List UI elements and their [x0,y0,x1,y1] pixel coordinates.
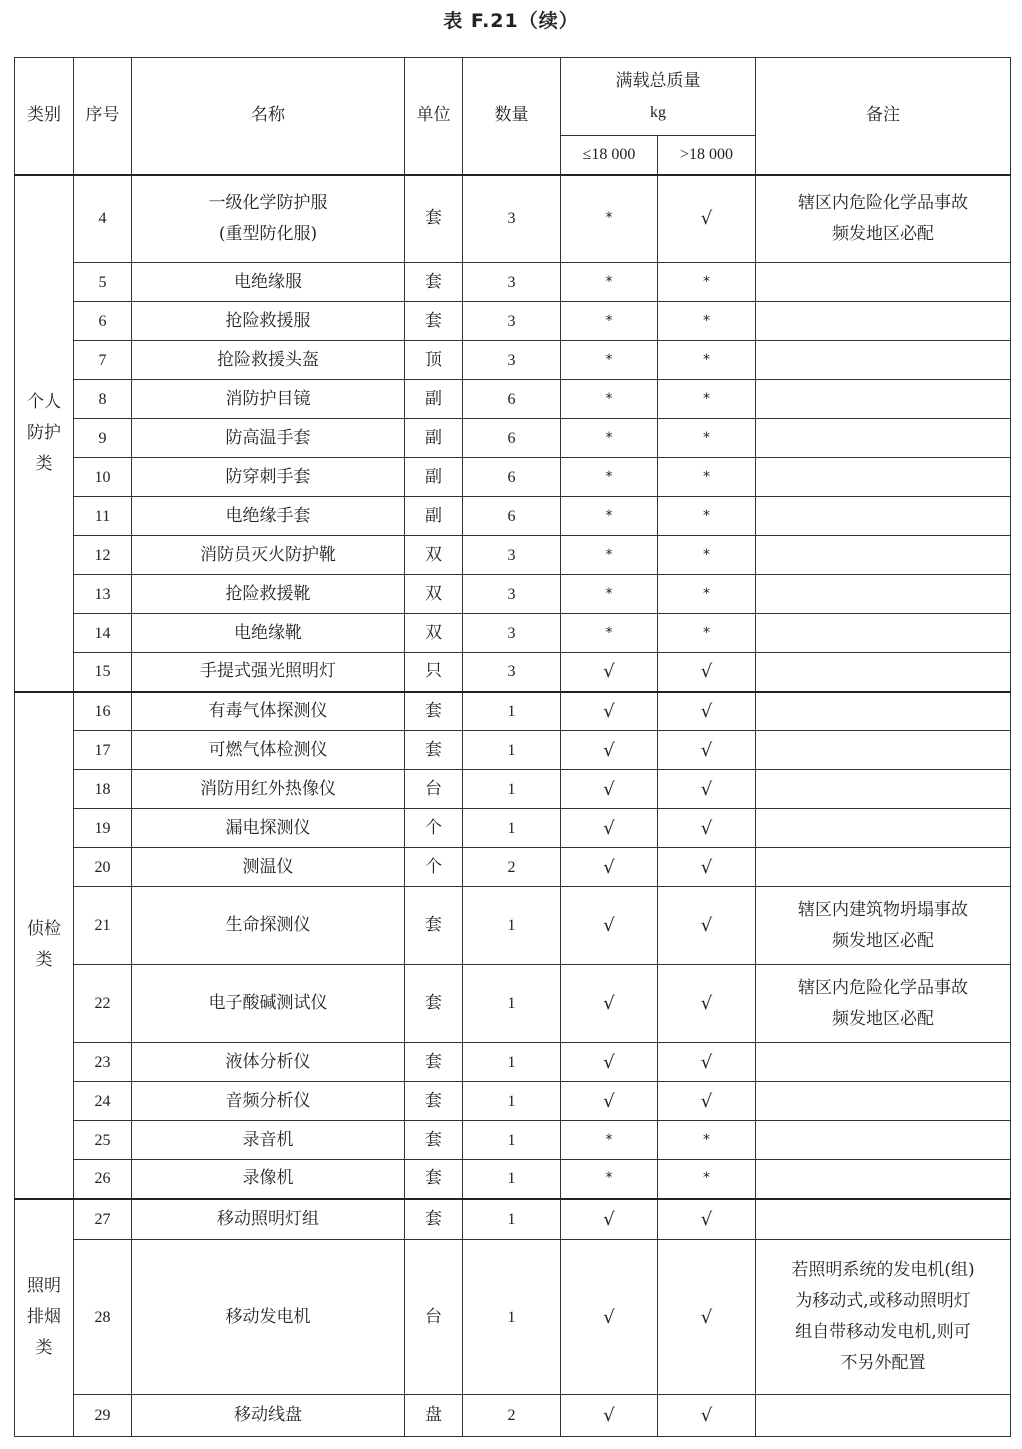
cell-name: 防穿刺手套 [132,458,405,497]
cell-remark [756,341,1011,380]
cell-qty: 3 [463,653,561,692]
cell-name: 有毒气体探测仪 [132,692,405,731]
cell-name: 抢险救援靴 [132,575,405,614]
cell-mass-gt: √ [658,965,756,1043]
header-mass-unit: kg [650,103,666,121]
cell-remark [756,419,1011,458]
table-row [15,575,1011,614]
cell-remark [756,731,1011,770]
cell-seq: 22 [74,965,132,1043]
cell-unit: 个 [405,809,463,848]
cell-mass-le: * [561,1121,658,1160]
cell-seq: 11 [74,497,132,536]
cell-seq: 4 [74,175,132,263]
cell-remark [756,575,1011,614]
header-name: 名称 [132,58,405,175]
cell-mass-le: * [561,614,658,653]
cell-mass-le: √ [561,770,658,809]
cell-unit: 双 [405,614,463,653]
cell-seq: 8 [74,380,132,419]
cell-seq: 9 [74,419,132,458]
cell-unit: 套 [405,1082,463,1121]
cell-remark [756,770,1011,809]
cell-mass-gt: * [658,263,756,302]
cell-name: 抢险救援头盔 [132,341,405,380]
cell-name: 录像机 [132,1160,405,1199]
cell-mass-gt: * [658,341,756,380]
name-line: 一级化学防护服 [208,192,328,213]
cell-unit: 套 [405,175,463,263]
cell-mass-gt: √ [658,731,756,770]
cell-seq: 24 [74,1082,132,1121]
cell-mass-le: * [561,263,658,302]
cell-mass-gt: * [658,1160,756,1199]
table-row [15,770,1011,809]
cell-mass-le: √ [561,731,658,770]
cell-unit: 副 [405,497,463,536]
table-row [15,1082,1011,1121]
cell-name: 移动线盘 [132,1395,405,1437]
cell-name: 电绝缘服 [132,263,405,302]
category-lighting [15,1199,74,1437]
table-row [15,175,1011,263]
cell-remark [756,1160,1011,1199]
cell-remark [756,536,1011,575]
cell-mass-gt: √ [658,1199,756,1240]
cell-name: 消防员灭火防护靴 [132,536,405,575]
cell-name: 电子酸碱测试仪 [132,965,405,1043]
remark-line: 频发地区必配 [832,930,934,951]
cell-name: 录音机 [132,1121,405,1160]
cell-remark [756,175,1011,263]
cell-mass-le: √ [561,692,658,731]
cell-qty: 1 [463,1160,561,1199]
category-line: 侦检 [27,919,61,939]
cell-mass-gt: * [658,458,756,497]
cell-unit: 副 [405,419,463,458]
cell-mass-gt: * [658,419,756,458]
header-mass-le: ≤18 000 [561,136,658,175]
cell-qty: 1 [463,692,561,731]
header-mass [561,58,756,136]
cell-qty: 1 [463,1121,561,1160]
cell-mass-le: √ [561,1395,658,1437]
equipment-table [14,57,1011,1437]
cell-seq: 26 [74,1160,132,1199]
remark-line: 若照明系统的发电机(组) [791,1260,975,1280]
cell-mass-gt: * [658,497,756,536]
cell-name [132,175,405,263]
cell-mass-le: * [561,380,658,419]
table-row [15,887,1011,965]
cell-mass-gt: √ [658,1395,756,1437]
remark-line: 组自带移动发电机,则可 [795,1322,971,1342]
remark-line: 不另外配置 [840,1353,926,1373]
cell-seq: 28 [74,1240,132,1395]
cell-unit: 套 [405,1043,463,1082]
cell-mass-gt: * [658,380,756,419]
cell-qty: 6 [463,458,561,497]
cell-name: 消防护目镜 [132,380,405,419]
name-line: (重型防化服) [218,223,318,244]
cell-name: 移动照明灯组 [132,1199,405,1240]
table-row [15,536,1011,575]
cell-name: 液体分析仪 [132,1043,405,1082]
header-seq: 序号 [74,58,132,175]
cell-seq: 13 [74,575,132,614]
cell-seq: 17 [74,731,132,770]
cell-mass-gt: √ [658,848,756,887]
cell-mass-le: * [561,575,658,614]
cell-unit: 副 [405,458,463,497]
cell-mass-gt: * [658,1121,756,1160]
cell-mass-gt: √ [658,770,756,809]
table-row [15,614,1011,653]
remark-line: 频发地区必配 [832,1008,934,1029]
cell-remark [756,1043,1011,1082]
cell-mass-le: √ [561,1240,658,1395]
cell-qty: 1 [463,965,561,1043]
cell-name: 防高温手套 [132,419,405,458]
cell-remark [756,380,1011,419]
cell-mass-gt: √ [658,653,756,692]
cell-seq: 21 [74,887,132,965]
cell-mass-gt: √ [658,1082,756,1121]
cell-mass-gt: √ [658,1240,756,1395]
cell-mass-gt: * [658,614,756,653]
cell-mass-le: √ [561,1199,658,1240]
category-personal [15,175,74,692]
cell-mass-le: * [561,1160,658,1199]
cell-unit: 套 [405,887,463,965]
cell-name: 音频分析仪 [132,1082,405,1121]
cell-seq: 12 [74,536,132,575]
table-row [15,692,1011,731]
cell-mass-gt: √ [658,809,756,848]
cell-remark [756,653,1011,692]
cell-qty: 1 [463,1043,561,1082]
category-line: 类 [35,1338,53,1359]
cell-seq: 19 [74,809,132,848]
cell-qty: 3 [463,614,561,653]
cell-unit: 套 [405,692,463,731]
cell-remark [756,497,1011,536]
cell-name: 消防用红外热像仪 [132,770,405,809]
cell-unit: 套 [405,1160,463,1199]
cell-remark [756,614,1011,653]
cell-mass-gt: * [658,536,756,575]
table-row [15,1199,1011,1240]
cell-qty: 3 [463,341,561,380]
cell-unit: 套 [405,1199,463,1240]
cell-seq: 6 [74,302,132,341]
table-row [15,497,1011,536]
cell-mass-le: √ [561,1043,658,1082]
header-remark: 备注 [756,58,1011,175]
remark-line: 辖区内建筑物坍塌事故 [798,899,968,920]
cell-mass-gt: √ [658,887,756,965]
cell-unit: 副 [405,380,463,419]
table-header [15,58,1011,175]
category-line: 个人 [27,391,61,412]
category-line: 类 [35,453,53,474]
cell-mass-le: √ [561,887,658,965]
header-unit: 单位 [405,58,463,175]
cell-name: 可燃气体检测仪 [132,731,405,770]
cell-name: 电绝缘手套 [132,497,405,536]
cell-qty: 3 [463,302,561,341]
cell-remark [756,458,1011,497]
remark-line: 为移动式,或移动照明灯 [795,1291,971,1311]
cell-unit: 套 [405,731,463,770]
cell-qty: 3 [463,263,561,302]
cell-qty: 1 [463,809,561,848]
table-row [15,653,1011,692]
cell-qty: 6 [463,419,561,458]
cell-remark [756,263,1011,302]
table-row [15,809,1011,848]
header-mass-gt: >18 000 [658,136,756,175]
cell-unit: 台 [405,770,463,809]
cell-unit: 套 [405,302,463,341]
cell-qty: 1 [463,1240,561,1395]
cell-remark [756,692,1011,731]
cell-name: 漏电探测仪 [132,809,405,848]
cell-mass-le: * [561,458,658,497]
cell-qty: 6 [463,380,561,419]
cell-remark [756,1121,1011,1160]
cell-seq: 15 [74,653,132,692]
table-body [15,175,1011,1437]
cell-remark [756,887,1011,965]
cell-qty: 1 [463,1199,561,1240]
cell-remark [756,1082,1011,1121]
table-row [15,419,1011,458]
table-row [15,458,1011,497]
table-row [15,1043,1011,1082]
cell-qty: 1 [463,731,561,770]
cell-seq: 23 [74,1043,132,1082]
cell-name: 生命探测仪 [132,887,405,965]
cell-mass-gt: √ [658,692,756,731]
cell-remark [756,1240,1011,1395]
cell-mass-le: * [561,419,658,458]
cell-qty: 1 [463,1082,561,1121]
cell-mass-le: * [561,341,658,380]
cell-mass-le: * [561,536,658,575]
table-row [15,380,1011,419]
table-row [15,1160,1011,1199]
table-row [15,302,1011,341]
cell-mass-le: √ [561,1082,658,1121]
cell-mass-le: √ [561,965,658,1043]
cell-remark [756,1395,1011,1437]
cell-mass-le: √ [561,809,658,848]
cell-mass-le: * [561,497,658,536]
cell-name: 电绝缘靴 [132,614,405,653]
cell-seq: 20 [74,848,132,887]
remark-line: 辖区内危险化学品事故 [798,977,968,998]
cell-remark [756,965,1011,1043]
cell-qty: 2 [463,848,561,887]
cell-unit: 套 [405,1121,463,1160]
cell-seq: 25 [74,1121,132,1160]
cell-qty: 1 [463,887,561,965]
cell-unit: 套 [405,965,463,1043]
cell-unit: 顶 [405,341,463,380]
table-row [15,965,1011,1043]
cell-mass-gt: * [658,302,756,341]
category-line: 排烟 [27,1307,61,1328]
cell-qty: 6 [463,497,561,536]
table-row [15,1240,1011,1395]
cell-qty: 3 [463,575,561,614]
cell-unit: 只 [405,653,463,692]
cell-name: 移动发电机 [132,1240,405,1395]
header-mass-label: 满载总质量 [615,70,701,91]
cell-remark [756,848,1011,887]
table-row [15,731,1011,770]
cell-mass-le: √ [561,848,658,887]
cell-mass-gt: √ [658,175,756,263]
remark-line: 辖区内危险化学品事故 [798,192,968,213]
table-title: 表 F.21（续） [443,10,579,32]
cell-mass-gt: * [658,575,756,614]
category-detection [15,692,74,1199]
cell-qty: 1 [463,770,561,809]
cell-mass-le: √ [561,653,658,692]
cell-unit: 套 [405,263,463,302]
table-row [15,263,1011,302]
category-line: 类 [35,950,53,970]
cell-seq: 29 [74,1395,132,1437]
cell-qty: 2 [463,1395,561,1437]
cell-remark [756,809,1011,848]
cell-seq: 16 [74,692,132,731]
cell-seq: 18 [74,770,132,809]
table-row [15,848,1011,887]
remark-line: 频发地区必配 [832,223,934,244]
cell-qty: 3 [463,536,561,575]
cell-seq: 27 [74,1199,132,1240]
cell-mass-le: * [561,175,658,263]
table-row [15,1395,1011,1437]
cell-seq: 10 [74,458,132,497]
header-quantity: 数量 [463,58,561,175]
cell-name: 测温仪 [132,848,405,887]
cell-mass-le: * [561,302,658,341]
cell-mass-gt: √ [658,1043,756,1082]
cell-unit: 个 [405,848,463,887]
cell-unit: 台 [405,1240,463,1395]
cell-seq: 5 [74,263,132,302]
cell-seq: 14 [74,614,132,653]
cell-unit: 双 [405,536,463,575]
table-row [15,1121,1011,1160]
cell-name: 抢险救援服 [132,302,405,341]
category-line: 照明 [27,1276,61,1297]
table-row [15,341,1011,380]
cell-remark [756,302,1011,341]
cell-seq: 7 [74,341,132,380]
cell-qty: 3 [463,175,561,263]
category-line: 防护 [27,422,61,443]
cell-remark [756,1199,1011,1240]
cell-unit: 双 [405,575,463,614]
cell-unit: 盘 [405,1395,463,1437]
header-category: 类别 [15,58,74,175]
cell-name: 手提式强光照明灯 [132,653,405,692]
